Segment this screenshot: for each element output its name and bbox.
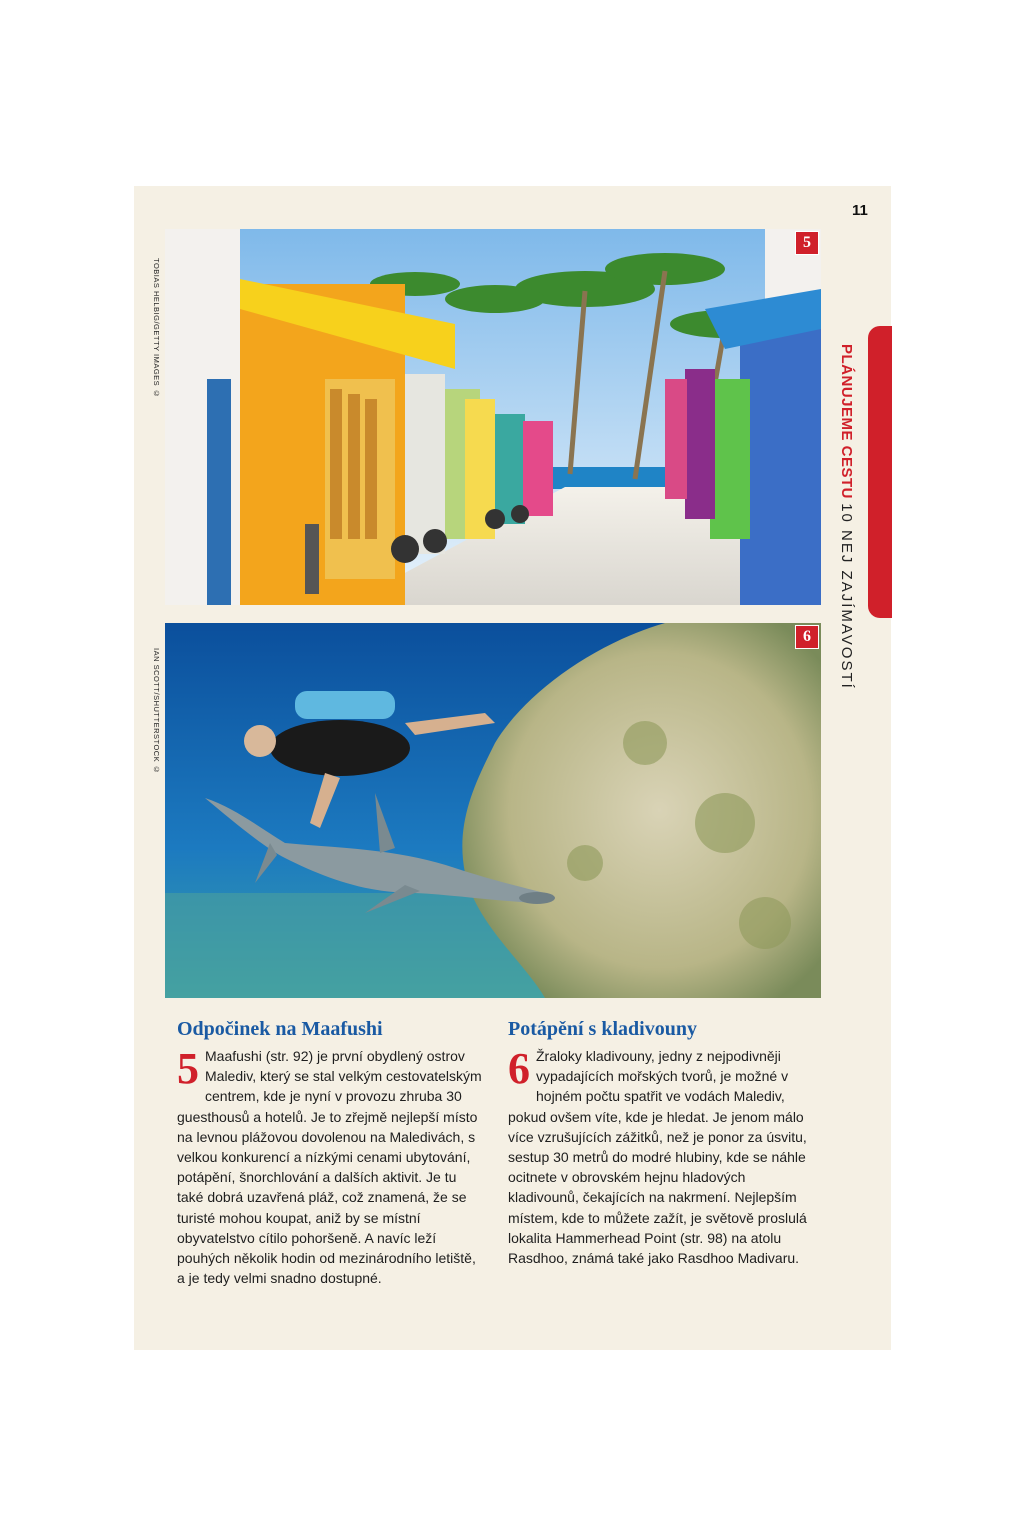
article-number: 6 xyxy=(508,1044,530,1093)
photo-credit-dive: IAN SCOTT/SHUTTERSTOCK © xyxy=(152,648,161,775)
article-body xyxy=(177,1046,485,1288)
photo-credit-street: TOBIAS HELBIG/GETTY IMAGES © xyxy=(152,258,161,399)
section-title-sub: 10 NEJ ZAJÍMAVOSTÍ xyxy=(838,503,855,690)
article-title: Odpočinek na Maafushi xyxy=(177,1018,383,1040)
article-hammerheads xyxy=(508,1018,816,1268)
article-text: Žraloky kladivouny, jedny z nejpodivněji vypadajících mořských tvorů, je možné v hojném počtu spatřit ve vodách Malediv, pokud ovšem víte, kde je hledat. Je jenom málo více vzrušujících zážitků, než je ponor za úsvitu, sestup 30 metrů do modré hlubiny, kde se náhle ocitnete v obrovském hejnu hladových kladivounů, čekajících na nakrmení. Nejlepším místem, kde to můžete zažít, je světově proslulá lokalita Hammerhead Point (str. 98) na atolu Rasdhoo, známá také jako Rasdhoo Madivaru. xyxy=(508,1048,807,1267)
photo-badge-6: 6 xyxy=(795,625,819,649)
book-page xyxy=(134,186,891,1350)
article-text: Maafushi (str. 92) je první obydlený ostrov Malediv, který se stal velkým cestovatelským centrem, kde je nyní v provozu zhruba 30 guesthousů a hotelů. Je to zřejmě nejlepší místo na levnou plážovou dovolenou na Maledivách, s velkou konkurencí a nízkými cenami ubytování, potápění, šnorchlování a dalších aktivit. Je tu také dobrá uzavřená pláž, což znamená, že se turisté mohou koupat, aniž by se místní obyvatelstvo cítilo pohoršeně. A navíc leží pouhých několik hodin od mezinárodního letiště, a je tedy velmi snadno dostupné. xyxy=(177,1048,482,1287)
maafushi-street-photo xyxy=(165,229,821,605)
photo-badge-5: 5 xyxy=(795,231,819,255)
article-body xyxy=(508,1046,816,1268)
section-tab xyxy=(868,326,892,618)
hammerhead-dive-photo xyxy=(165,623,821,998)
section-title-main: PLÁNUJEME CESTU xyxy=(838,344,855,500)
page-number: 11 xyxy=(852,202,868,219)
article-number: 5 xyxy=(177,1044,199,1093)
article-maafushi xyxy=(177,1018,485,1288)
section-title xyxy=(838,344,855,690)
article-title: Potápění s kladivouny xyxy=(508,1018,697,1040)
